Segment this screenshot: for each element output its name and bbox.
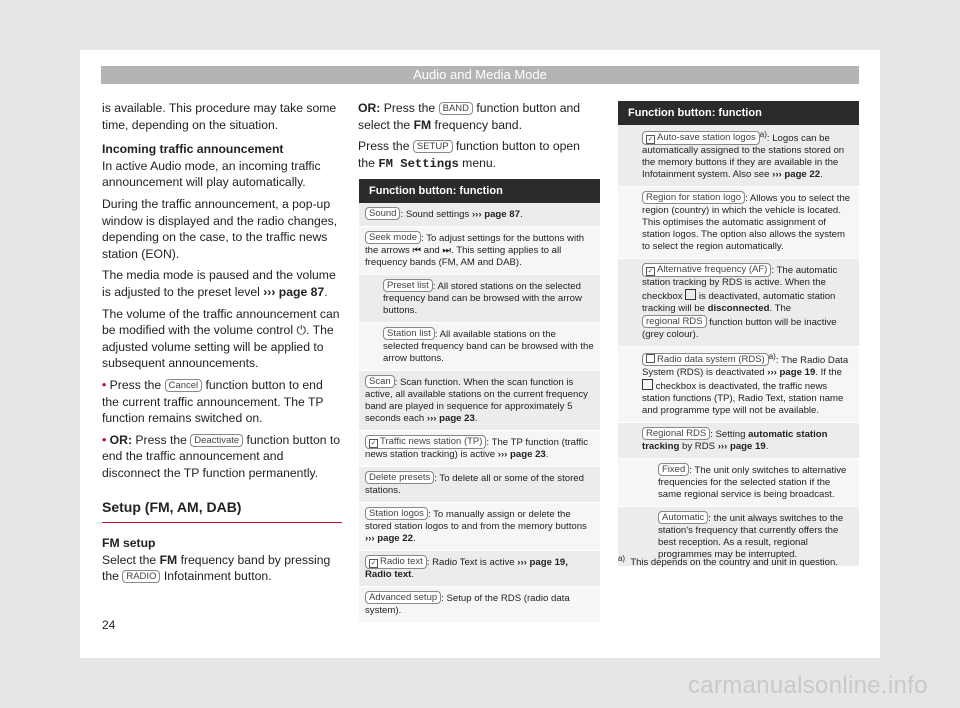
table-row: Radio data system (RDS) $^{a)}$: The Radio Data System (RDS) is deactivated ››› page 19. If the checkbox is deactivated, the traffic news station functions (TP), Radio Text, station name and programme type will not be available. xyxy=(618,347,859,423)
function-table-1 xyxy=(359,179,600,623)
deactivate-button[interactable]: Deactivate xyxy=(190,434,243,447)
page-header: Audio and Media Mode xyxy=(101,66,859,84)
paragraph: Select the FM frequency band by pressing the RADIO Infotainment button. xyxy=(102,552,331,584)
column-middle xyxy=(358,100,600,177)
regional-rds-button[interactable]: Regional RDS xyxy=(642,427,710,440)
table-row: Sound : Sound settings ››› page 87. xyxy=(359,203,600,227)
band-button[interactable]: BAND xyxy=(439,102,473,115)
paragraph: The volume of the traffic announcement can be modified with the volume control ⏻. The adjusted volume setting will be applied to subsequent announcements. xyxy=(102,306,340,371)
bullet-item: • OR: Press the Deactivate function button to end the traffic announcement and disconnect the TP function permanently. xyxy=(102,432,341,480)
rds-button[interactable]: Radio data system (RDS) xyxy=(642,353,769,366)
automatic-button[interactable]: Automatic xyxy=(658,511,708,524)
table-row: Scan : Scan function. When the scan function is active, all available stations on the current frequency band are played in sequence for approximately 5 seconds each ››› page 23. xyxy=(359,371,600,431)
cancel-button[interactable]: Cancel xyxy=(165,379,203,392)
page-link[interactable]: ››› page 87 xyxy=(263,284,325,299)
table-row: Automatic : the unit always switches to the station's frequency that currently offers the best reception. As a result, regional programmes may be interrupted. xyxy=(618,507,859,567)
check-icon: ✓ xyxy=(370,560,377,567)
check-icon: ✓ xyxy=(370,440,377,447)
af-button[interactable]: ✓ Alternative frequency (AF) xyxy=(642,263,771,277)
table-row: Preset list : All stored stations on the selected frequency band can be browsed with the arrow buttons. xyxy=(359,275,600,323)
checkbox-icon xyxy=(646,354,655,363)
station-logos-button[interactable]: Station logos xyxy=(365,507,428,520)
table-row: Region for station logo : Allows you to select the region (country) in which the vehicle is located. This optimises the automatic assignment of station logos. The option also allows the system to select the region automatically. xyxy=(618,187,859,259)
paragraph: OR: Press the BAND function button and select the FM frequency band. xyxy=(358,101,581,132)
auto-save-logos-button[interactable]: ✓ Auto-save station logos xyxy=(642,131,760,145)
delete-presets-button[interactable]: Delete presets xyxy=(365,471,434,484)
table-row: Regional RDS : Setting automatic station tracking by RDS ››› page 19. xyxy=(618,423,859,459)
power-icon: ⏻ xyxy=(296,323,307,338)
table-row: Station logos : To manually assign or delete the stored station logos to and from the memory buttons ››› page 22. xyxy=(359,503,600,551)
table-row: ✓ Auto-save station logos $^{a)}$: Logos can be automatically assigned to the stations stored on the memory buttons if they are available in the Infotainment system. Also see ››› page 22. xyxy=(618,125,859,187)
checkbox-icon xyxy=(685,289,696,300)
radio-text-button[interactable]: ✓ Radio text xyxy=(365,555,427,569)
check-icon: ✓ xyxy=(647,136,654,144)
check-icon: ✓ xyxy=(647,268,654,276)
advanced-setup-button[interactable]: Advanced setup xyxy=(365,591,441,604)
table-row: Seek mode : To adjust settings for the buttons with the arrows ⏮ and ⏭. This setting applies to all frequency bands (FM, AM and DAB). xyxy=(359,227,600,275)
column-left xyxy=(102,100,342,590)
regional-rds-button[interactable]: regional RDS xyxy=(642,315,707,328)
paragraph: Press the SETUP function button to open the FM Settings menu. xyxy=(358,139,580,171)
watermark: carmanualsonline.info xyxy=(688,672,928,699)
table-row: ✓ Radio text : Radio Text is active ››› page 19, Radio text. xyxy=(359,551,600,587)
region-logo-button[interactable]: Region for station logo xyxy=(642,191,745,204)
section-heading: Setup (FM, AM, DAB) xyxy=(102,499,342,523)
seek-mode-button[interactable]: Seek mode xyxy=(365,231,421,244)
radio-button[interactable]: RADIO xyxy=(122,570,160,583)
paragraph: During the traffic announcement, a pop-up window is displayed and the radio changes, depending on the case, to the traffic news station (EON). xyxy=(102,196,338,261)
function-table-2 xyxy=(618,101,859,567)
paragraph: is available. This procedure may take some time, depending on the situation. xyxy=(102,101,337,132)
table-row: Advanced setup : Setup of the RDS (radio data system). xyxy=(359,587,600,623)
table-title: Function button: function xyxy=(359,179,600,203)
setup-button[interactable]: SETUP xyxy=(413,140,453,153)
paragraph: The media mode is paused and the volume is adjusted to the preset level ››› page 87. xyxy=(102,268,336,299)
scan-button[interactable]: Scan xyxy=(365,375,395,388)
fixed-button[interactable]: Fixed xyxy=(658,463,689,476)
paragraph: In active Audio mode, an incoming traffic announcement will play automatically. xyxy=(102,158,321,190)
subheading-traffic: Incoming traffic announcement xyxy=(102,142,284,157)
subheading-fm: FM setup xyxy=(102,536,156,551)
menu-name: FM Settings xyxy=(378,156,459,171)
table-row: ✓ Traffic news station (TP) : The TP function (traffic news station tracking) is active ››› page 23. xyxy=(359,431,600,467)
page-number: 24 xyxy=(102,618,116,632)
table-row: Station list : All available stations on the selected frequency band can be browsed with the arrow buttons. xyxy=(359,323,600,371)
checkbox-icon xyxy=(642,379,653,390)
table-row: ✓ Alternative frequency (AF) : The automatic station tracking by RDS is active. When the checkbox is deactivated, automatic station tracking will be disconnected. The regional RDS function button will be inactive (grey colour). xyxy=(618,259,859,347)
bullet-item: • Press the Cancel function button to end the current traffic announcement. The TP function remains switched on. xyxy=(102,377,324,426)
tp-button[interactable]: ✓ Traffic news station (TP) xyxy=(365,435,486,449)
table-row: Delete presets : To delete all or some of the stored stations. xyxy=(359,467,600,503)
sound-button[interactable]: Sound xyxy=(365,207,400,220)
station-list-button[interactable]: Station list xyxy=(383,327,435,340)
footnote: $^{a)}$ This depends on the country and unit in question. xyxy=(618,554,838,569)
table-title: Function button: function xyxy=(618,101,859,125)
preset-list-button[interactable]: Preset list xyxy=(383,279,433,292)
table-row: Fixed : The unit only switches to alternative frequencies for the selected station if the same regional service is being broadcast. xyxy=(618,459,859,507)
